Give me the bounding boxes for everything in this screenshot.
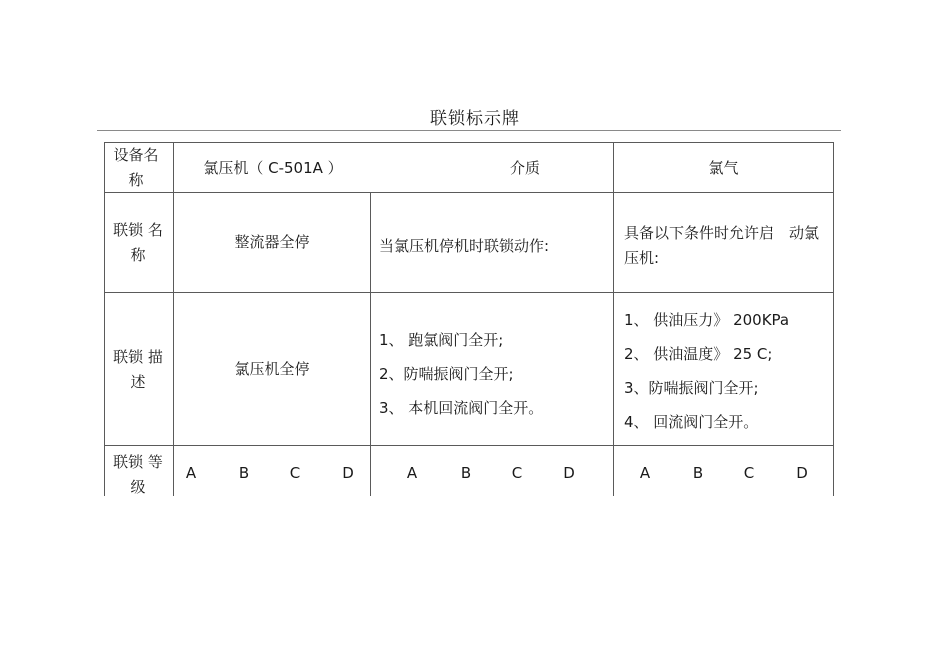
grade-d: D	[563, 464, 575, 482]
grade-b: B	[692, 464, 704, 482]
action-list	[379, 323, 543, 425]
row-label-equipment: 设备名称	[113, 146, 159, 189]
grade-d: D	[342, 464, 354, 482]
list-item: 3、 本机回流阀门全开。	[379, 399, 544, 417]
grade-c: C	[511, 464, 523, 482]
medium-label: 介质	[509, 158, 540, 177]
table-border-top	[104, 142, 834, 143]
table-border-right	[833, 142, 834, 496]
equipment-value: 氯压机（ C-501A ）	[203, 158, 343, 177]
start-condition-header: 具备以下条件时允许启 动氯压机:	[624, 224, 820, 267]
action-header: 当氯压机停机时联锁动作:	[379, 237, 550, 255]
table-col-divider	[613, 142, 614, 496]
interlock-name-value: 整流器全停	[234, 233, 310, 251]
row-label-interlock-grade: 联锁 等级	[113, 453, 163, 496]
grade-c: C	[743, 464, 755, 482]
grade-a: A	[406, 464, 418, 482]
table-border-left	[104, 142, 105, 496]
grade-b: B	[460, 464, 472, 482]
list-item: 2、防喘振阀门全开;	[379, 365, 514, 383]
row-label-interlock-description: 联锁 描述	[113, 348, 163, 391]
list-item: 4、 回流阀门全开。	[624, 413, 759, 431]
page-title: 联锁标示牌	[430, 109, 520, 129]
grade-b: B	[238, 464, 250, 482]
description-value: 氯压机全停	[234, 359, 310, 378]
grade-d: D	[796, 464, 808, 482]
list-item: 1、 供油压力》 200KPa	[624, 311, 790, 329]
medium-value: 氯气	[708, 158, 739, 177]
title-rule	[97, 130, 841, 131]
grade-a: A	[639, 464, 651, 482]
row-label-interlock-name: 联锁 名称	[113, 221, 163, 264]
grade-c: C	[289, 464, 301, 482]
list-item: 2、 供油温度》 25 C;	[624, 345, 773, 363]
list-item: 1、 跑氯阀门全开;	[379, 331, 504, 349]
list-item: 3、防喘振阀门全开;	[624, 379, 759, 397]
grade-a: A	[185, 464, 197, 482]
table-row-divider	[104, 445, 834, 446]
table-col-divider	[370, 192, 371, 496]
condition-list	[624, 303, 789, 439]
